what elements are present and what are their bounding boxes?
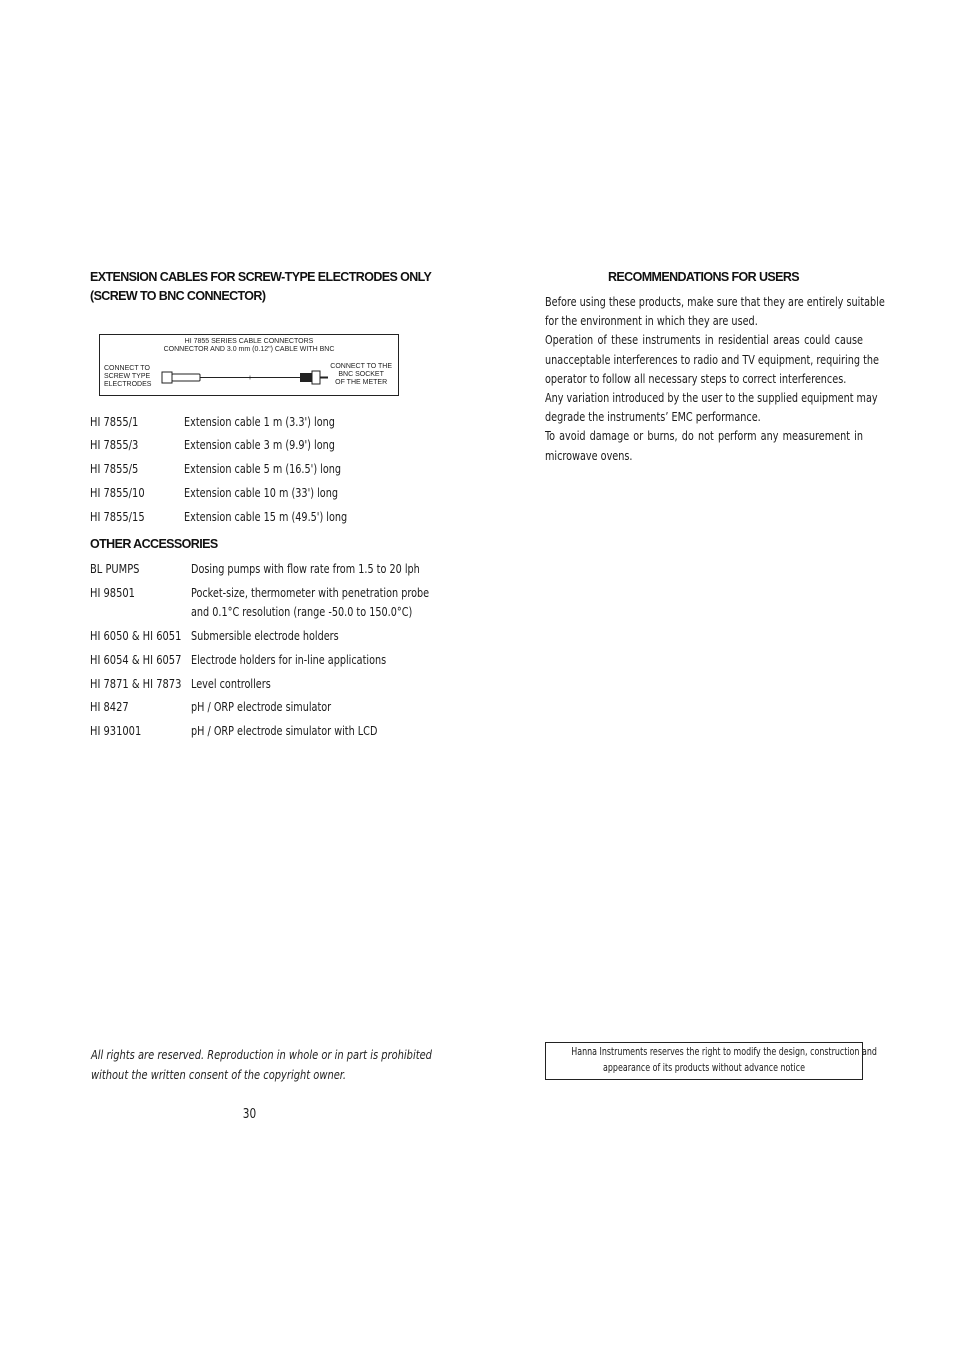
accessory-description: Pocket-size, thermometer with penetration probe xyxy=(191,585,430,600)
accessory-description: Electrode holders for in-line applications xyxy=(191,652,387,667)
cable-description: Extension cable 3 m (9.9') long xyxy=(184,437,335,452)
accessory-row xyxy=(90,674,420,693)
accessory-row xyxy=(90,697,420,716)
diagram-title-line2: CONNECTOR AND 3.0 mm (0.12") CABLE WITH BNC xyxy=(163,346,335,353)
accessory-description: Level controllers xyxy=(191,676,271,691)
accessory-row xyxy=(90,650,420,669)
notice-line1: Hanna Instruments reserves the right to modify the design, construction and xyxy=(571,1046,877,1058)
cable-description: Extension cable 15 m (49.5') long xyxy=(184,509,348,524)
accessory-code: HI 98501 xyxy=(90,585,135,600)
cable-connector-diagram xyxy=(99,334,399,396)
diagram-left-label: CONNECT TO SCREW TYPE ELECTRODES xyxy=(104,365,152,388)
accessory-description: pH / ORP electrode simulator with LCD xyxy=(191,723,378,738)
recommendation-line: Operation of these instruments in residential areas could cause xyxy=(545,332,863,348)
recommendations-text xyxy=(545,292,885,465)
recommendation-line: operator to follow all necessary steps to correct interferences. xyxy=(545,370,847,386)
rights-line1: All rights are reserved. Reproduction in whole or in part is prohibited xyxy=(91,1047,432,1062)
accessory-description: Submersible electrode holders xyxy=(191,628,339,643)
accessory-code: HI 8427 xyxy=(90,699,129,714)
recommendation-line: Before using these products, make sure that they are entirely suitable xyxy=(545,294,885,309)
cable-row xyxy=(90,459,410,478)
recommendation-line: To avoid damage or burns, do not perform any measurement in xyxy=(545,428,863,444)
recommendation-line: Any variation introduced by the user to the supplied equipment may xyxy=(545,390,878,406)
rights-line2: without the written consent of the copyright owner. xyxy=(91,1067,347,1082)
accessory-row xyxy=(90,721,420,740)
cable-code: HI 7855/3 xyxy=(90,437,139,452)
accessory-code: HI 6050 & HI 6051 xyxy=(90,628,182,643)
cable-description: Extension cable 10 m (33') long xyxy=(184,485,338,500)
screw-connector-shape xyxy=(162,372,172,383)
cable-code: HI 7855/10 xyxy=(90,485,145,500)
cable-code: HI 7855/1 xyxy=(90,414,139,429)
recommendation-line: for the environment in which they are used. xyxy=(545,313,758,329)
bnc-connector-shape xyxy=(300,373,312,382)
accessory-description: pH / ORP electrode simulator xyxy=(191,699,332,714)
diagram-title-line1: HI 7855 SERIES CABLE CONNECTORS xyxy=(184,338,314,345)
modification-notice-box xyxy=(545,1042,877,1080)
cable-description: Extension cable 5 m (16.5') long xyxy=(184,461,342,476)
recommendation-line: degrade the instruments’ EMC performance. xyxy=(545,409,761,425)
page-number: 30 xyxy=(242,1107,257,1122)
cable-row xyxy=(90,412,410,431)
accessory-row xyxy=(90,626,420,645)
recommendations-heading: RECOMMENDATIONS FOR USERS xyxy=(608,270,800,284)
cable-code: HI 7855/15 xyxy=(90,509,145,524)
notice-line2: appearance of its products without advance notice xyxy=(603,1062,805,1074)
cables-heading xyxy=(90,268,431,306)
accessory-row xyxy=(90,583,430,621)
accessory-description: Dosing pumps with flow rate from 1.5 to 20 lph xyxy=(191,561,420,576)
cables-heading-line1: EXTENSION CABLES FOR SCREW-TYPE ELECTRODES ONLY xyxy=(90,270,432,284)
cable-row xyxy=(90,507,410,526)
connector-body-shape xyxy=(172,374,200,381)
cable-row xyxy=(90,435,410,454)
cable-code: HI 7855/5 xyxy=(90,461,139,476)
accessory-row xyxy=(90,559,420,578)
accessory-code: HI 7871 & HI 7873 xyxy=(90,676,182,691)
accessories-heading: OTHER ACCESSORIES xyxy=(90,537,218,551)
diagram-right-label: CONNECT TO THE BNC SOCKET OF THE METER xyxy=(330,363,392,386)
accessory-code: HI 6054 & HI 6057 xyxy=(90,652,182,667)
recommendation-line: microwave ovens. xyxy=(545,447,633,463)
cable-description: Extension cable 1 m (3.3') long xyxy=(184,414,335,429)
cable-drawing xyxy=(160,369,330,387)
cables-heading-line2: (SCREW TO BNC CONNECTOR) xyxy=(90,289,266,303)
recommendation-line: unacceptable interferences to radio and TV equipment, requiring the xyxy=(545,351,879,367)
cable-row xyxy=(90,483,410,502)
accessory-code: HI 931001 xyxy=(90,723,142,738)
rights-notice xyxy=(91,1045,432,1085)
accessory-description-cont: and 0.1°C resolution (range -50.0 to 150.0°C) xyxy=(191,604,413,619)
accessory-code: BL PUMPS xyxy=(90,561,140,576)
